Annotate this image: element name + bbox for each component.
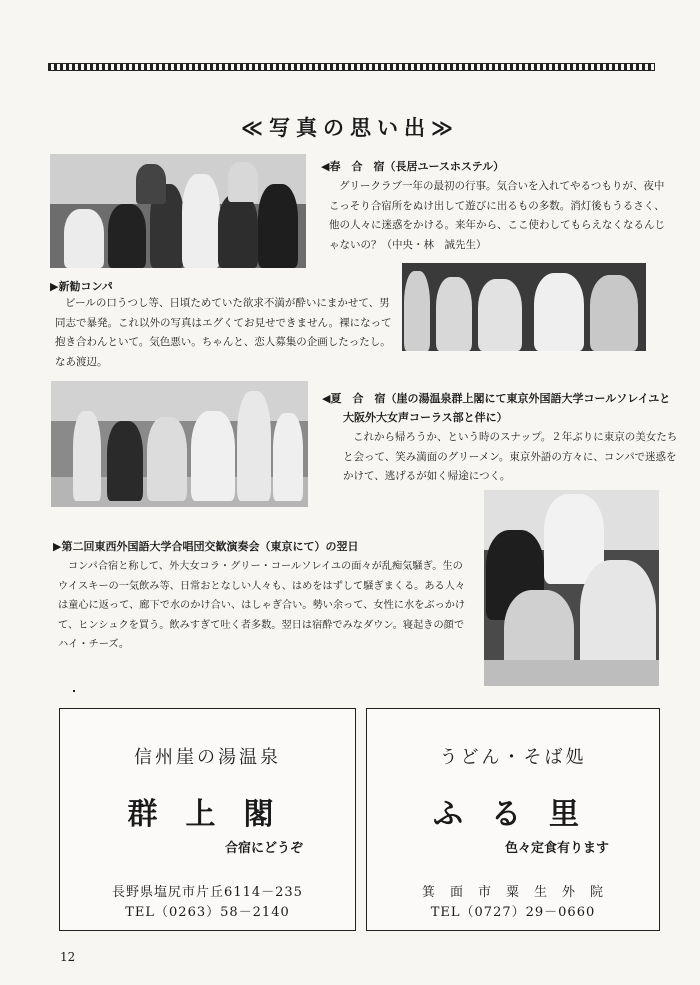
text-line: これから帰ろうか、という時のスナップ。２年ぶりに東京の美女たち: [353, 431, 678, 443]
ad-right-tagline: 色々定食有ります: [504, 841, 609, 856]
summer-camp-text: [343, 428, 677, 487]
ad-left-tagline: 合宿にどうぞ: [224, 841, 303, 856]
ad-gunjokaku: [59, 708, 356, 931]
ad-right-name: ふる里: [433, 797, 607, 832]
text-line: ビールの口うつし等、日頃ためていた欲求不満が酔いにまかせて、男: [65, 297, 390, 309]
summer-camp-heading: ◀夏 合 宿（崖の湯温泉群上閣にて東京外国語大学コールソレイユと: [322, 392, 671, 405]
text-line: グリークラブ一年の最初の行事。気合いを入れてやるつもりが、夜中: [339, 180, 665, 192]
page-number: 12: [60, 950, 76, 964]
text-line: と会って、笑み満面のグリーメン。東京外語の方々に、コンパで迷惑を: [343, 450, 677, 463]
ad-left-tel: TEL（0263）58－2140: [125, 905, 290, 920]
text-line: なあ渡辺。: [55, 355, 108, 368]
decorative-chain-border: [48, 63, 655, 71]
text-line: かけて、逃げるが如く帰途につく。: [343, 470, 511, 482]
stray-mark: [73, 690, 75, 692]
welcome-party-heading: ▶新勧コンパ: [50, 280, 113, 293]
photo-summer-camp: [51, 381, 308, 507]
ad-left-name: 群上閣: [127, 797, 302, 832]
page-title: ≪写真の思い出≫: [241, 116, 459, 140]
ad-left-address: 長野県塩尻市片丘6114－235: [112, 885, 303, 900]
concert-heading: ▶第二回東西外国語大学合唱団交歓演奏会（東京にて）の翌日: [53, 540, 359, 553]
photo-spring-camp: [50, 154, 306, 268]
text-line: 他の人々に迷惑をかける。来年から、ここ使わしてもらえなくなるんじ: [329, 219, 665, 231]
text-line: 同志で暴発。これ以外の写真はエグくてお見せできません。裸になって: [55, 316, 392, 329]
ad-right-address: 箕 面 市 粟 生 外 院: [421, 885, 604, 900]
ad-furusato: [366, 708, 660, 931]
text-line: ウイスキーの一気飲み等、日常おとなしい人々も、はめをはずして騒ぎまくる。ある人々: [58, 580, 466, 592]
text-line: こっそり合宿所をぬけ出して遊びに出るもの多数。消灯後もうるさく、: [329, 199, 665, 212]
photo-morning-after: [484, 490, 659, 686]
text-line: コンパ合宿と称して、外大女コラ・グリー・コールソレイユの面々が乱痴気騒ぎ。生の: [68, 561, 463, 572]
summer-camp-heading-cont: 大阪外大女声コーラス部と伴に）: [343, 411, 508, 424]
text-line: て、ヒンシュクを買う。飲みすぎて吐く者多数。翌日は宿酔でみなダウン。寝起きの顔で: [58, 619, 465, 631]
photo-welcome-party: [402, 263, 646, 351]
spring-camp-text: [329, 177, 665, 255]
welcome-party-text: [55, 294, 392, 372]
text-line: ゃないの？（中央・林 誠先生）: [329, 238, 487, 251]
ad-right-top: うどん・そば処: [439, 747, 587, 768]
ad-left-top: 信州崖の湯温泉: [134, 747, 281, 768]
spring-camp-heading: ◀春 合 宿（長居ユースホステル）: [321, 160, 505, 173]
text-line: ハイ・チーズ。: [58, 639, 130, 650]
text-line: は童心に返って、廊下で水のかけ合い、はしゃぎ合い。勢い余って、女性に水をぶっかけ: [58, 600, 466, 611]
text-line: 抱き合わんといて。気色悪い。ちゃんと、恋人募集の企画したったし。: [55, 336, 391, 348]
ad-right-tel: TEL（0727）29－0660: [430, 905, 596, 920]
concert-text: [58, 557, 465, 655]
